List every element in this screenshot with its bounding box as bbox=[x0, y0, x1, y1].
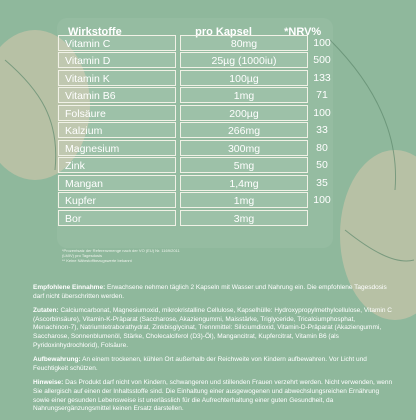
nrv-percent: 80 bbox=[316, 141, 328, 154]
amount-per-capsule: 25µg (1000iu) bbox=[180, 52, 308, 68]
amount-per-capsule: 5mg bbox=[180, 157, 308, 173]
table-row bbox=[58, 157, 334, 175]
ingredient-name: Mangan bbox=[58, 175, 176, 191]
footnote: *Prozentsatz der Referenzmenge nach der VO (EU) Nr. 1169/2011 bbox=[62, 248, 180, 253]
intake-text: Erwachsene nehmen täglich 2 Kapseln mit Wasser und Nahrung ein. Die empfohlene Tagesdosis darf nicht überschritten werden. bbox=[33, 284, 387, 300]
table-row bbox=[58, 52, 334, 70]
ingredient-name: Vitamin K bbox=[58, 70, 176, 86]
ingredients-text: Calciumcarbonat, Magnesiumoxid, mikrokristalline Cellulose, Kapselhülle: Hydroxypropylmethylcellulose, Vitamin C (Ascorbinsäure), Vitamin-K-Präparat (Saccharose, Akaziengummi, Maisstärke, Triglyceride, Tricalciumphosphat, Menachinon-7), Natriumtetraborathydrat, Zinkbisglycinat, Trennmittel: Siliciumdioxid, Vitamin-D-Präparat (Akaziengummi, Saccharose, Sonnenblumenöl, Stärke, Cholecalciferol (D3)-Öl), Mangancitrat, Kupfercitrat, Vitamin B6 (als Pyridoxinhydrochlorid), Folsäure. bbox=[33, 307, 392, 349]
ingredient-rows bbox=[58, 34, 334, 227]
table-row bbox=[58, 209, 334, 227]
notes-paragraph bbox=[33, 379, 393, 413]
amount-per-capsule: 1mg bbox=[180, 87, 308, 103]
storage-paragraph bbox=[33, 356, 393, 373]
ingredients-paragraph bbox=[33, 307, 393, 350]
table-row bbox=[58, 122, 334, 140]
nrv-percent: 100 bbox=[313, 106, 331, 119]
nrv-percent: 100 bbox=[313, 194, 331, 207]
ingredient-name: Kalzium bbox=[58, 122, 176, 138]
header-nrv: *NRV% bbox=[284, 26, 322, 38]
nrv-percent: 500 bbox=[313, 54, 331, 67]
table-row bbox=[58, 192, 334, 210]
nrv-percent: 35 bbox=[316, 176, 328, 189]
amount-per-capsule: 1,4mg bbox=[180, 175, 308, 191]
ingredient-name: Vitamin C bbox=[58, 35, 176, 51]
storage-text: An einem trockenen, kühlen Ort außerhalb der Reichweite von Kindern aufbewahren. Vor Licht und Feuchtigkeit schützen. bbox=[33, 356, 367, 372]
amount-per-capsule: 266mg bbox=[180, 122, 308, 138]
table-row bbox=[58, 34, 334, 52]
ingredient-name: Vitamin D bbox=[58, 52, 176, 68]
table-footnotes bbox=[62, 248, 322, 263]
amount-per-capsule: 1mg bbox=[180, 192, 308, 208]
table-row bbox=[58, 87, 334, 105]
header-per-capsule: pro Kapsel bbox=[195, 26, 252, 38]
ingredient-name: Kupfer bbox=[58, 192, 176, 208]
nrv-percent: 33 bbox=[316, 124, 328, 137]
ingredient-name: Magnesium bbox=[58, 140, 176, 156]
notes-text: Das Produkt darf nicht von Kindern, schwangeren und stillenden Frauen verzehrt werden. Nicht verwenden, wenn Sie allergisch auf einen der Inhaltsstoffe sind. Die Einhaltung einer ausgewogenen und abwechslungsreichen Ernährung sowie einer gesunden Lebensweise ist unerlässlich für die Aufrechterhaltung einer guten Gesundheit, da Nahrungsergänzungsmittel keinen Ersatz darstellen. bbox=[33, 379, 393, 413]
product-information bbox=[33, 284, 393, 420]
intake-label: Empfohlene Einnahme: bbox=[33, 284, 106, 291]
ingredient-name: Vitamin B6 bbox=[58, 87, 176, 103]
ingredient-name: Zink bbox=[58, 157, 176, 173]
table-row bbox=[58, 139, 334, 157]
amount-per-capsule: 100µg bbox=[180, 70, 308, 86]
amount-per-capsule: 300mg bbox=[180, 140, 308, 156]
nrv-percent: 100 bbox=[313, 36, 331, 49]
header-active-ingredients: Wirkstoffe bbox=[68, 26, 122, 38]
storage-label: Aufbewahrung: bbox=[33, 356, 81, 364]
ingredient-name: Folsäure bbox=[58, 105, 176, 121]
nrv-percent: 133 bbox=[313, 71, 331, 84]
nrv-percent: 50 bbox=[316, 159, 328, 172]
intake-paragraph bbox=[33, 284, 393, 301]
footnote: (LMIV) pro Tagesdosis bbox=[62, 253, 102, 258]
nrv-percent bbox=[310, 210, 334, 226]
table-row bbox=[58, 104, 334, 122]
footnote: ** Keine Nährstoffbezugswerte bekannt bbox=[62, 258, 132, 263]
notes-label: Hinweise: bbox=[33, 379, 64, 387]
table-row bbox=[58, 69, 334, 87]
amount-per-capsule: 200µg bbox=[180, 105, 308, 121]
ingredient-name: Bor bbox=[58, 210, 176, 226]
ingredients-label: Zutaten: bbox=[33, 307, 59, 315]
nrv-percent: 71 bbox=[316, 89, 328, 102]
amount-per-capsule: 3mg bbox=[180, 210, 308, 226]
amount-per-capsule: 80mg bbox=[180, 35, 308, 51]
table-row bbox=[58, 174, 334, 192]
